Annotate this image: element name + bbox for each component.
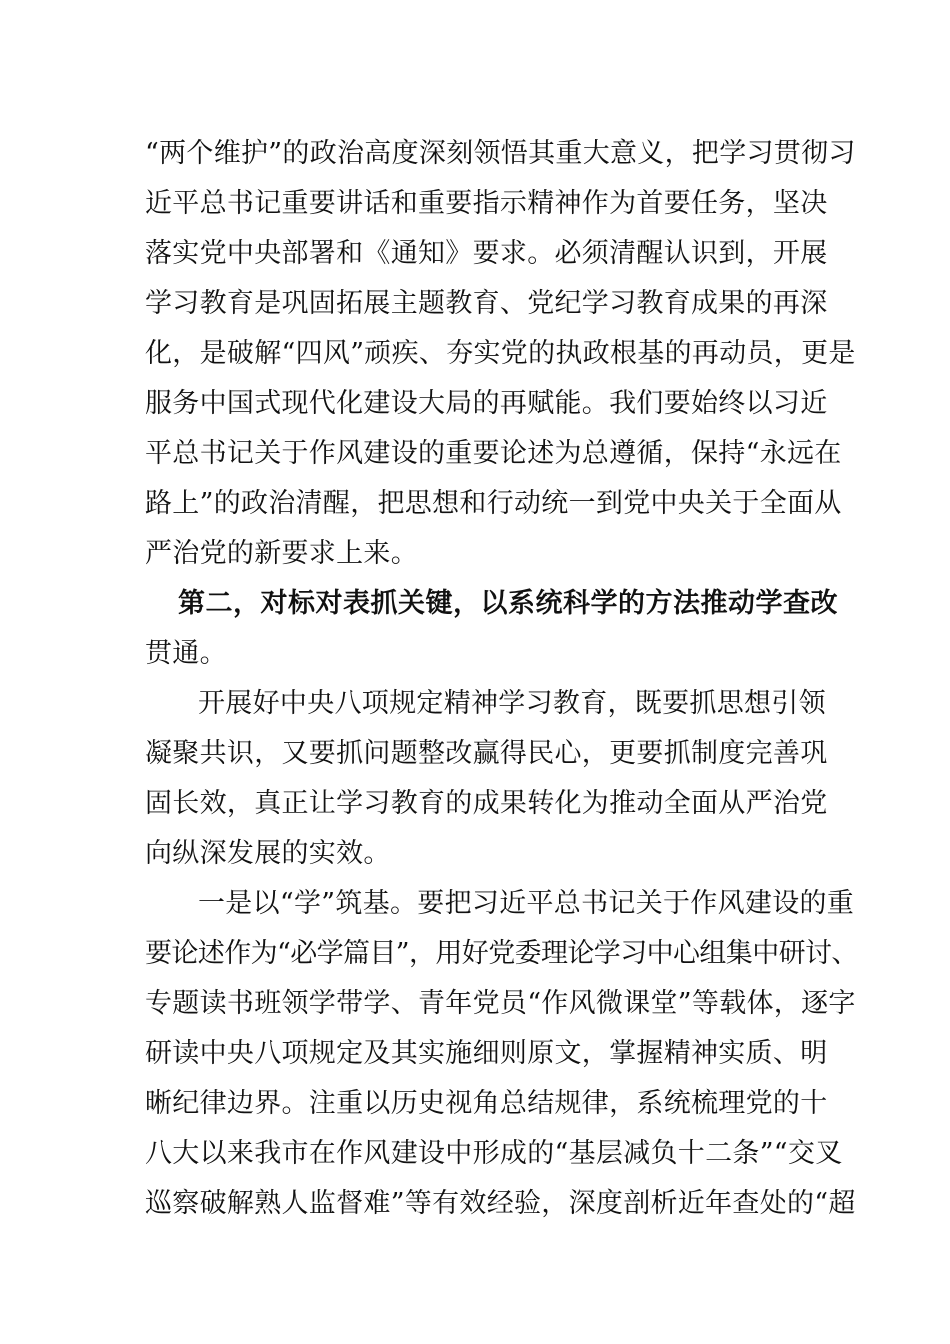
text-line: “两个维护”的政治高度深刻领悟其重大意义，把学习贯彻习	[145, 138, 856, 169]
text-line: 要论述作为“必学篇目”，用好党委理论学习中心组集中研讨、	[145, 938, 858, 969]
text-line: 研读中央八项规定及其实施细则原文，掌握精神实质、明	[145, 1038, 828, 1069]
text-line: 一是以“学”筑基。要把习近平总书记关于作风建设的重	[198, 888, 855, 919]
section-heading-continued: 贯通。	[145, 638, 227, 669]
text-line: 严治党的新要求上来。	[145, 538, 418, 569]
section-heading: 第二，对标对表抓关键，以系统科学的方法推动学查改	[178, 588, 838, 619]
text-line: 固长效，真正让学习教育的成果转化为推动全面从严治党	[145, 788, 828, 819]
text-line: 八大以来我市在作风建设中形成的“基层减负十二条”“交叉	[145, 1138, 843, 1169]
text-line: 凝聚共识，又要抓问题整改赢得民心，更要抓制度完善巩	[145, 738, 828, 769]
text-line: 晰纪律边界。注重以历史视角总结规律，系统梳理党的十	[145, 1088, 828, 1119]
text-line: 路上”的政治清醒，把思想和行动统一到党中央关于全面从	[145, 488, 842, 519]
text-line: 学习教育是巩固拓展主题教育、党纪学习教育成果的再深	[145, 288, 828, 319]
text-line: 近平总书记重要讲话和重要指示精神作为首要任务，坚决	[145, 188, 828, 219]
text-line: 落实党中央部署和《通知》要求。必须清醒认识到，开展	[145, 238, 828, 269]
text-line: 化，是破解“四风”顽疾、夯实党的执政根基的再动员，更是	[145, 338, 856, 369]
text-line: 开展好中央八项规定精神学习教育，既要抓思想引领	[198, 688, 826, 719]
text-line: 平总书记关于作风建设的重要论述为总遵循，保持“永远在	[145, 438, 842, 469]
text-line: 巡察破解熟人监督难”等有效经验，深度剖析近年查处的“超	[145, 1188, 856, 1219]
text-line: 向纵深发展的实效。	[145, 838, 391, 869]
text-line: 服务中国式现代化建设大局的再赋能。我们要始终以习近	[145, 388, 828, 419]
text-line: 专题读书班领学带学、青年党员“作风微课堂”等载体，逐字	[145, 988, 856, 1019]
